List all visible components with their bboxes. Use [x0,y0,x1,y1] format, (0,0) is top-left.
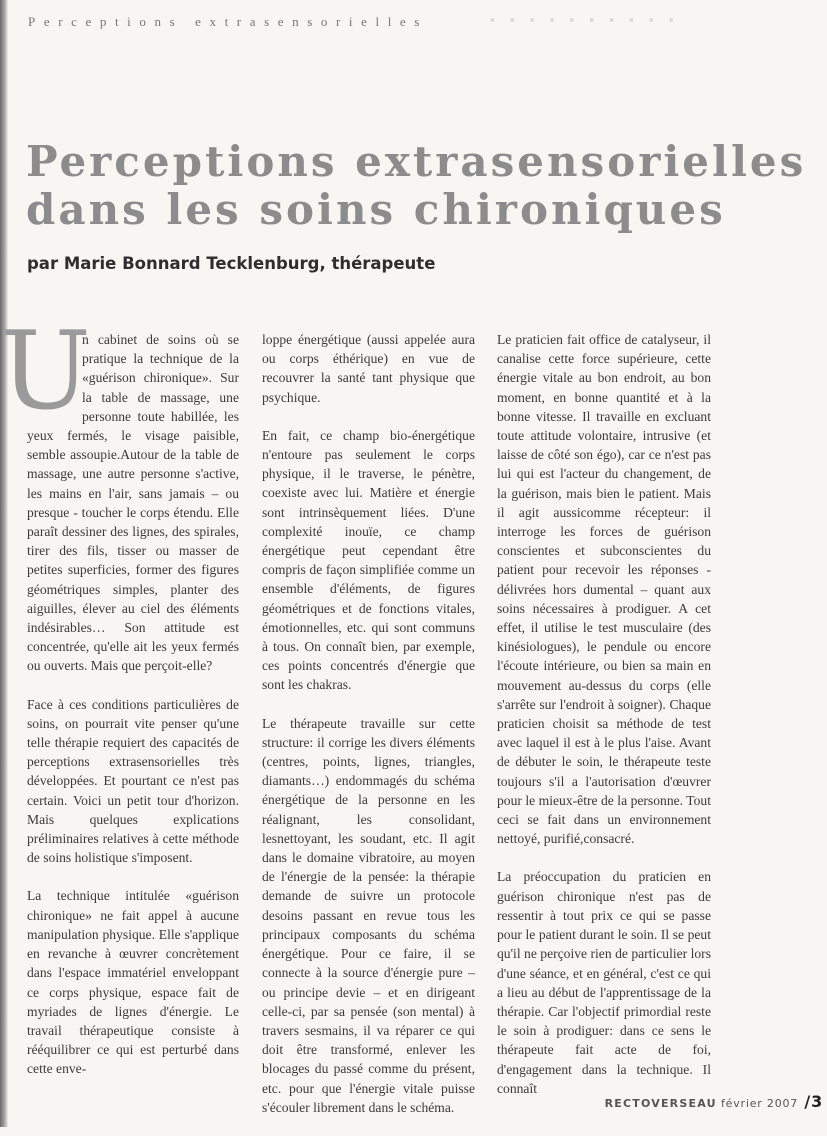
drop-cap: U [0,309,92,434]
column-2 [262,330,475,1136]
page-footer [605,1092,823,1111]
title-line-2: dans les soins chironiques [26,185,726,234]
paragraph: La technique intitulée «guérison chironique» ne fait appel à aucune manipulation physique. Elle s'applique en revanche à œuvrer concrètement dans l'espace immatériel enveloppant ce corps physique, espace fait de myriades de lignes d'énergie. Le travail thérapeutique consiste à rééquilibrer ce qui est perturbé dans cette enve- [27,888,239,1077]
page-number: 3 [811,1092,823,1111]
magazine-name: RECTOVERSEAU [604,1097,717,1110]
paragraph-text: n cabinet de soins où se pratique la technique de la «guérison chironique». Sur la table de massage, une personne toute habillée, les yeux fermés, le visage paisible, semble assoupie.Autour de la table de massage, une autre personne s'active, les mains en l'air, sans jamais – ou presque - toucher le corps étendu. Elle paraît dessiner des lignes, des spirales, tirer des fils, tisser ou masser de petites superficies, former des figures géométriques simples, planter des aiguilles, élever au ciel des éléments indésirables… Son attitude est concentrée, qu'elle ait les yeux fermés ou ouverts. Mais que perçoit-elle? [27,332,239,674]
title-line-1: Perceptions extrasensorielles [26,137,807,186]
article-title [26,138,806,234]
bleed-through-text: ▪ ▪ ▪ ▪ ▪ ▪ ▪ ▪ ▪ ▪ [490,12,680,27]
byline: par Marie Bonnard Tecklenburg, thérapeute [27,254,436,273]
column-3 [497,330,711,1117]
paragraph: Le praticien fait office de catalyseur, il canalise cette force supérieure, cette énergie vitale au bon endroit, au bon moment, en bonne quantité et à la bonne vitesse. Il travaille en excluant toute attitude volontaire, intrusive (et laisse de côté son égo), car ce n'est pas lui qui est l'acteur du changement, de la guérison, mais bien le patient. Mais il agit aussicomme récepteur: il interroge les forces de guérison conscientes et subconscientes du patient pour recevoir les réponses - délivrées hors dumental – quant aux soins nécessaires à prodiguer. A cet effet, il utilise le test musculaire (des kinésiologues), le pendule ou encore l'écoute intérieure, ou bien sa main en mouvement au-dessus du corps (elle s'arrête sur l'endroit à soigner). Chaque praticien choisit sa méthode de test avec laquel il est à le plus l'aise. Avant de débuter le soin, le thérapeute teste toujours s'il a l'autorisation d'œuvrer pour le mieux-être de la personne. Tout ceci se fait dans un environnement nettoyé, purifié,consacré. [497,332,711,847]
paragraph: Face à ces conditions particulières de soins, on pourrait vite penser qu'une telle thérapie requiert des capacités de perceptions extrasensorielles très développées. Et pourtant ce n'est pas certain. Voici un petit tour d'horizon. Mais quelques explications préliminaires relatives à cette méthode de soins holistique s'imposent. [27,696,239,866]
paragraph: La préoccupation du praticien en guérison chironique n'est pas de ressentir à tout prix ce qui se passe pour le patient durant le soin. Il se peut qu'il ne perçoive rien de particulier lors d'une séance, et en général, c'est ce qui a lieu au début de l'apprentissage de la thérapie. Car l'objectif primordial reste le soin à prodiguer: dans ce sens le thérapeute fait acte de foi, d'engagement dans la technique. Il connaît [497,869,711,1096]
footer-slash: / [804,1092,812,1111]
column-1 [0,309,239,1098]
paragraph: Le thérapeute travaille sur cette structure: il corrige les divers éléments (centres, points, lignes, triangles, diamants…) endommagés du schéma énergétique de la personne en les réalignant, les consolidant, lesnettoyant, les soudant, etc. Il agit dans le domaine vibratoire, au moyen de l'énergie de la pensée: la thérapie demande de suivre un protocole desoins passant en revue tous les principaux composants du schéma énergétique. Pour ce faire, il se connecte à la source d'énergie pure – ou principe devie – et en dirigeant celle-ci, par sa pensée (son mental) à travers sesmains, il va réparer ce qui doit être transformé, enlever les blocages du passé comme du présent, etc. pour que l'énergie vitale puisse s'écouler librement dans le schéma. [262,715,475,1115]
running-head: Perceptions extrasensorielles [28,14,428,29]
paragraph: loppe énergétique (aussi appelée aura ou corps éthérique) en vue de recouvrer la santé tant physique que psychique. [262,332,475,405]
paragraph [0,309,239,676]
issue-date: février 2007 [721,1097,799,1110]
page-binding-shadow [0,0,8,1127]
paragraph: En fait, ce champ bio-énergétique n'entoure pas seulement le corps physique, il le traverse, le pénètre, coexiste avec lui. Matière et énergie sont intrinsèquement liées. D'une complexité inouïe, ce champ énergétique peut cependant être compris de façon simplifiée comme un ensemble d'éléments, de figures géométriques et de fonctions vitales, émotionnelles, etc. qui sont communs à tous. On connaît bien, par exemple, ces points concentrés d'énergie que sont les chakras. [262,427,475,693]
